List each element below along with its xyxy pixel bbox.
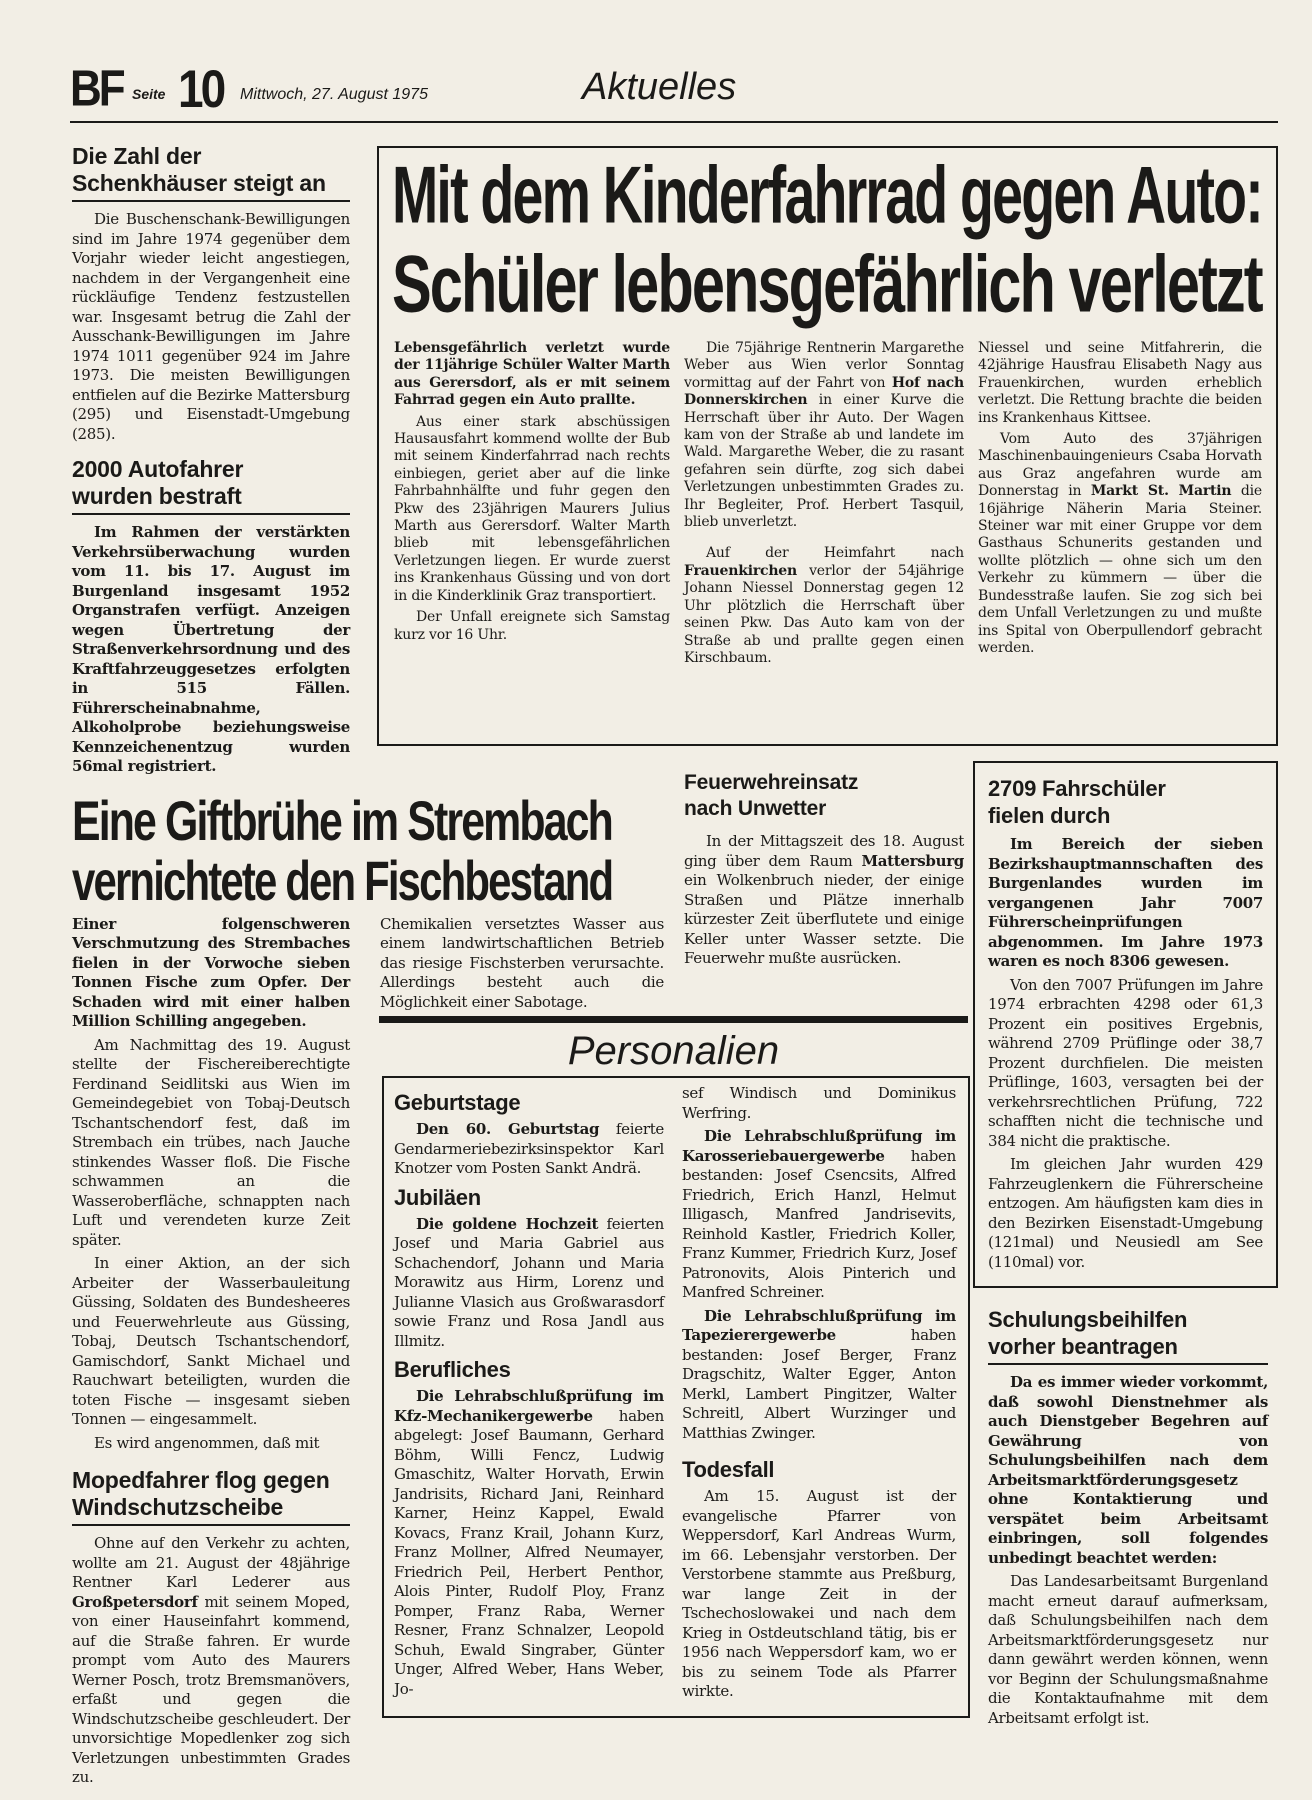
subheading-geburtstage: Geburtstage [394, 1090, 521, 1115]
article-headline [988, 1306, 1268, 1360]
paragraph [394, 1387, 664, 1699]
paragraph [978, 431, 1262, 657]
headline-line: 2709 Fahrschüler [988, 776, 1166, 801]
text-run-bold: Den 60. Geburtstag [416, 1120, 600, 1138]
paragraph [394, 1120, 664, 1179]
text-run: Auf der Heimfahrt nach [706, 545, 964, 562]
paragraph: Am Nachmittag des 19. August stellte der Fischereiberechtigte Ferdinand Seidlitski aus Wien im Gemeindegebiet von Tobaj-Deutsch Tschantschendorf fest, daß im Strembach ein trübes, nach Jauche stinkendes Wasser floß. Die Fische schwammen an die Wasseroberfläche, schnappten nach Luft und verendeten kurze Zeit später. [72, 1035, 350, 1249]
text-run-bold: Die Lehrabschlußprüfung im Karosseriebauergewerbe [682, 1127, 956, 1165]
paragraph: Niessel und seine Mitfahrerin, die 42jährige Hausfrau Elisabeth Nagy aus Frauenkirchen, wurden erheblich verletzt. Die Rettung brachte die beiden ins Krankenhaus Kittsee. [978, 340, 1262, 426]
gift-headline-line2: vernichtete den Fischbestand [72, 848, 613, 912]
text-run: Die 75jährige Rentnerin Margarethe Weber aus Wien verlor Sonntag vormittag auf der Fahrt von [684, 340, 964, 391]
text-run: haben bestanden: Josef Csencsits, Alfred Friedrich, Erich Hanzl, Helmut Illigasch, Manfred Jandrisevits, Reinhold Kastler, Friedrich Koller, Franz Kummer, Friedrich Kurz, Josef Patronovits, Alois Pinterich und Manfred Schreiner. [682, 1146, 956, 1301]
text-run: verlor der 54jährige Johann Niessel Donnerstag gegen 12 Uhr plötzlich die Herrschaft über seinen Pkw. Das Auto kam von der Straße ab und prallte gegen einen Kirschbaum. [684, 562, 964, 666]
paragraph: Einer folgenschweren Verschmutzung des Strembaches fielen in der Vorwoche sieben Tonnen Fische zum Opfer. Der Schaden wird mit einer halben Million Schilling angegeben. [72, 914, 350, 1030]
issue-date: Mittwoch, 27. August 1975 [240, 86, 428, 103]
headline-rule [72, 200, 350, 202]
paragraph: Der Unfall ereignete sich Samstag kurz vor 16 Uhr. [394, 609, 670, 643]
gift-headline [72, 788, 664, 915]
lead-column-1 [394, 340, 670, 648]
seite-label: Seite [132, 86, 166, 102]
personalien-column-1 [394, 1084, 664, 1703]
personalien-section [379, 1016, 970, 1718]
text-run-bold: Markt St. Martin [1090, 483, 1232, 500]
article-headline [72, 143, 350, 197]
paragraph [394, 1215, 664, 1352]
text-run: in einer Kurve die Herrschaft über ihr Auto. Der Wagen kam von der Straße ab und landete im Wald. Margarethe Weber, die zu rasant gefahren sein dürfte, zog sich dabei Verletzungen unbestimmten Grades zu. Ihr Begleiter, Prof. Herbert Tasquil, blieb unverletzt. [684, 392, 964, 531]
paragraph [682, 1307, 956, 1444]
page-header [70, 58, 1278, 120]
lead-headline-line1: Mit dem Kinderfahrrad gegen Auto: [392, 150, 1262, 241]
gift-column-2 [380, 915, 664, 1017]
lead-column-3 [978, 340, 1262, 661]
headline-line: nach Unwetter [684, 797, 827, 820]
personalien-column-2 [682, 1084, 956, 1706]
headline-line: vorher beantragen [988, 1334, 1178, 1359]
masthead-logo: BF [70, 60, 123, 117]
paragraph: Im Rahmen der verstärkten Verkehrsüberwachung wurden vom 11. bis 17. August im Burgenland insgesamt 1952 Organstrafen verfügt. Anzeigen wegen Übertretung der Straßenverkehrsordnung und des Kraftfahrzeuggesetzes erfolgten in 515 Fällen. Führerscheinabnahme, Alkoholprobe beziehungsweise Kennzeichenentzug wurden 56mal registriert. [72, 523, 350, 775]
headline-rule [72, 513, 350, 515]
paragraph [684, 832, 964, 969]
paragraph [72, 1534, 350, 1788]
paragraph: Im Bereich der sieben Bezirkshauptmannschaften des Burgenlandes wurden im vergangenen Jahr 7007 Führerscheinprüfungen abgenommen. Im Jahre 1973 waren es noch 8306 gewesen. [988, 835, 1263, 970]
article-moped [72, 1467, 350, 1788]
paragraph [682, 1127, 956, 1303]
text-run: feierte Gendarmeriebezirksinspektor Karl Knotzer vom Posten Sankt Andrä. [394, 1120, 664, 1177]
paragraph: Aus einer stark abschüssigen Hausausfahrt kommend wollte der Bub mit seinem Kinderfahrrad nach rechts einbiegen, geriet aber auf die linke Fahrbahnhälfte und fuhr gegen den Pkw des 23jährigen Maurers Julius Marth aus Gerersdorf. Walter Marth blieb mit lebensgefährlichen Verletzungen liegen. Er wurde zuerst ins Krankenhaus Güssing und von dort in die Kinderklinik Graz transportiert. [394, 413, 670, 604]
text-run: ein Wolkenbruch nieder, der einige Straßen und Plätze innerhalb kürzester Zeit überflutete und einige Keller unter Wasser setzte. Die Feuerwehr mußte ausrücken. [684, 871, 964, 967]
fahrschueler-box [973, 761, 1278, 1288]
article-headline [988, 775, 1263, 829]
paragraph: Lebensgefährlich verletzt wurde der 11jährige Schüler Walter Marth aus Gerersdorf, als er mit seinem Fahrrad gegen ein Auto prallte. [394, 340, 670, 409]
text-run: haben bestanden: Josef Berger, Franz Dragschitz, Walter Egger, Anton Merkl, Lambert Pingitzer, Walter Schreitl, Albert Wurzinger und Matthias Zwinger. [682, 1326, 956, 1442]
subheading-jubilaeen: Jubiläen [394, 1184, 481, 1210]
text-run-bold: Großpetersdorf [72, 1592, 198, 1611]
text-run-bold: Hof nach Donnerskirchen [684, 374, 964, 409]
text-run: Ohne auf den Verkehr zu achten, wollte am 21. August der 48jährige Rentner Karl Lederer aus [72, 1534, 350, 1591]
section-title: Aktuelles [582, 66, 737, 108]
text-run-bold: Mattersburg [861, 851, 964, 870]
paragraph [684, 340, 964, 531]
text-run: die 16jährige Näherin Maria Steiner. Steiner war mit einer Gruppe vor dem Gasthaus Schunerits gestanden und wollte plötzlich — ohne sich um den Verkehr zu kümmern — über die Bundesstraße laufen. Sie zog sich bei dem Unfall Verletzungen zu und mußte ins Spital von Oberpullendorf gebracht werden. [978, 483, 1262, 656]
headline-line: Schulungsbeihilfen [988, 1307, 1188, 1332]
personalien-box [382, 1076, 970, 1718]
headline-line: Windschutzscheibe [72, 1494, 284, 1520]
page-number: 10 [178, 58, 224, 119]
headline-line: 2000 Autofahrer [72, 456, 244, 482]
article-autofahrer [72, 456, 350, 777]
article-headline [684, 770, 964, 822]
text-run: feierten Josef und Maria Gabriel aus Schachendorf, Johann und Maria Morawitz aus Hirm, Lorenz und Julianne Vlasich aus Großwarasdorf sowie Franz und Rosa Jandl aus Illmitz. [394, 1214, 664, 1350]
text-run: In der Mittagszeit des 18. August ging über dem Raum [684, 832, 964, 870]
article-schenkhaeuser [72, 143, 350, 444]
paragraph: Es wird angenommen, daß mit [94, 1433, 320, 1452]
headline-line: Schenkhäuser steigt an [72, 170, 326, 196]
headline-line: Die Zahl der [72, 143, 202, 169]
paragraph: Im gleichen Jahr wurden 429 Fahrzeuglenkern die Führerscheine entzogen. Am häufigsten kam dies in den Bezirken Eisenstadt-Umgebung (121mal) und Neusiedl am See (110mal) vor. [988, 1155, 1263, 1271]
paragraph: Das Landesarbeitsamt Burgenland macht erneut darauf aufmerksam, daß Schulungsbeihilfen nach dem Arbeitsmarktförderungsgesetz nur dann gewährt werden können, wenn vor Beginn der Schulungsmaßnahme die Kontaktaufnahme mit dem Arbeitsamt erfolgt ist. [988, 1572, 1268, 1727]
personalien-rule [379, 1016, 968, 1023]
text-run-bold: Die Lehrabschlußprüfung im Kfz-Mechanikergewerbe [394, 1387, 664, 1425]
text-run-bold: Die Lehrabschlußprüfung im Tapezierergewerbe [682, 1306, 956, 1344]
article-fahrschueler [988, 775, 1263, 1272]
text-run-bold: Frauenkirchen [684, 562, 797, 579]
headline-rule [72, 1524, 350, 1526]
paragraph: In einer Aktion, an der sich Arbeiter der Wasserbauleitung Güssing, Soldaten des Bundesheeres und Feuerwehrleute aus Güssing, Tobaj, Deutsch Tschantschendorf, Gamischdorf, Sankt Michael und Rauchwart beteiligten, wurden die toten Fische — insgesamt sieben Tonnen — eingesammelt. [72, 1254, 350, 1428]
paragraph: Von den 7007 Prüfungen im Jahre 1974 erbrachten 4298 oder 61,3 Prozent ein positives Ergebnis, während 2709 Prüflinge oder 38,7 Prozent durchfielen. Die meisten Prüflinge, 1603, versagten bei der verkehrsrechtlichen Prüfung, 722 schafften nicht die technische und 384 nicht die praktische. [988, 975, 1263, 1150]
header-rule [70, 121, 1278, 123]
headline-rule [988, 1363, 1268, 1365]
article-headline [72, 456, 350, 510]
article-schulungsbeihilfen [988, 1306, 1268, 1728]
lead-headline-line2: Schüler lebensgefährlich verletzt [392, 239, 1262, 330]
headline-line: Feuerwehreinsatz [684, 771, 859, 794]
paragraph: Am 15. August ist der evangelische Pfarrer von Weppersdorf, Karl Andreas Wurm, im 66. Lebensjahr verstorben. Der Verstorbene stammte aus Preßburg, war lange Zeit in der Tschechoslowakei und nach dem Krieg in Ostdeutschland tätig, bis er 1956 nach Weppersdorf kam, wo er bis zu seinem Tode als Pfarrer wirkte. [682, 1487, 956, 1700]
article-feuerwehr [684, 770, 964, 973]
subheading-todesfall: Todesfall [682, 1457, 775, 1482]
text-run-bold: Die goldene Hochzeit [416, 1214, 599, 1233]
paragraph: Chemikalien versetztes Wasser aus einem landwirtschaftlichen Betrieb das riesige Fischsterben verursachte. Allerdings besteht auch die Möglichkeit einer Sabotage. [380, 914, 664, 1011]
lead-column-2 [684, 340, 964, 671]
article-headline [72, 1467, 350, 1521]
paragraph: sef Windisch und Dominikus Werfring. [682, 1084, 956, 1122]
headline-line: Mopedfahrer flog gegen [72, 1467, 330, 1493]
gift-column-1 [72, 915, 350, 1792]
headline-line: wurden bestraft [72, 483, 242, 509]
personalien-title: Personalien [567, 1029, 780, 1073]
paragraph [684, 545, 964, 667]
headline-line: fielen durch [988, 803, 1111, 828]
text-run: Vom Auto des 37jährigen Maschinenbauingenieurs Csaba Horvath aus Graz angefahren wurde am Donnerstag in [978, 431, 1262, 500]
paragraph: Da es immer wieder vorkommt, daß sowohl Dienstnehmer als auch Dienstgeber Begehren auf Gewährung von Schulungsbeihilfen nach dem Arbeitsmarktförderungsgesetz ohne Kontaktierung und verspätet beim Arbeitsamt einbringen, soll folgendes unbedingt beachtet werden: [988, 1373, 1268, 1567]
text-run: haben abgelegt: Josef Baumann, Gerhard Böhm, Willi Fencz, Ludwig Gmaschitz, Walter Horvath, Erwin Jandrisits, Richard Jani, Reinhard Karner, Heinz Kappel, Ewald Kovacs, Franz Krail, Johann Kurz, Franz Mollner, Alfred Neumayer, Friedrich Peil, Herbert Penthor, Alois Pinter, Rudolf Ploy, Franz Pomper, Franz Raba, Werner Resner, Franz Schnalzer, Leopold Schuh, Ewald Singraber, Günter Unger, Alfred Weber, Hans Weber, Jo- [394, 1406, 664, 1698]
subheading-berufliches: Berufliches [394, 1357, 511, 1382]
gift-headline-line1: Eine Giftbrühe im Strembach [72, 788, 612, 852]
right-flow [973, 761, 1278, 1732]
paragraph: Die Buschenschank-Bewilligungen sind im Jahre 1974 gegenüber dem Vorjahr wieder leicht angestiegen, nachdem in der Vergangenheit eine rückläufige Tendenz festzustellen war. Insgesamt betrug die Zahl der Ausschank-Bewilligungen im Jahre 1974 1011 gegenüber 924 im Jahre 1973. Die meisten Bewilligungen entfielen auf die Bezirke Mattersburg (295) und Eisenstadt-Umgebung (285). [72, 210, 350, 443]
text-run: mit seinem Moped, von einer Hauseinfahrt kommend, auf die Straße fahren. Er wurde prompt vom Auto des Maurers Werner Posch, trotz Bremsmanövers, erfaßt und gegen die Windschutzscheibe geschleudert. Der unvorsichtige Mopedlenker zog sich Verletzungen unbestimmten Grades zu. [72, 1592, 350, 1786]
